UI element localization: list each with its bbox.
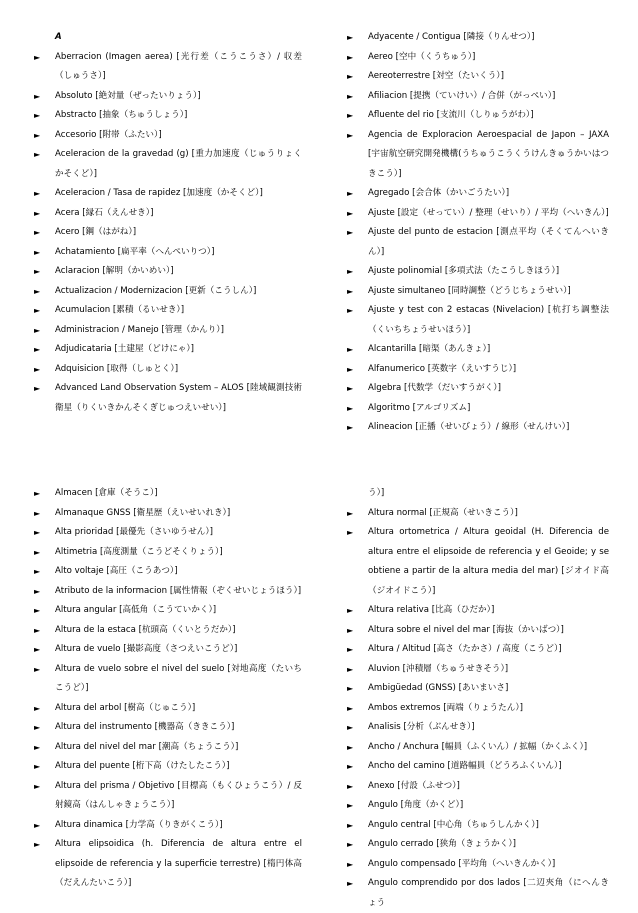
bullet-arrow-icon: ►	[347, 67, 353, 87]
glossary-entry-text: Ajuste [設定（せってい）/ 整理（せいり）/ 平均（へいきん）]	[368, 204, 609, 224]
bullet-arrow-icon: ►	[347, 48, 353, 68]
glossary-entry-text: Altura normal [正規高（せいきこう）]	[368, 504, 609, 524]
glossary-entry	[347, 282, 609, 302]
glossary-entry	[347, 504, 609, 524]
glossary-entry-text: Altura elipsoidica (h. Diferencia de altura entre el elipsoide de referencia y la superficie terrestre) [楕円体高（だえんたいこう）]	[55, 835, 302, 894]
glossary-entry-text: Atributo de la informacion [属性情報（ぞくせいじょうほう）]	[55, 582, 302, 602]
glossary-entry-text: Acera [縁石（えんせき）]	[55, 204, 302, 224]
bullet-arrow-icon: ►	[347, 282, 353, 302]
bullet-arrow-icon: ►	[34, 184, 40, 204]
glossary-entry	[347, 855, 609, 875]
glossary-entry-text: Agencia de Exploracion Aeroespacial de Japon – JAXA [宇宙航空研究開発機構(うちゅうこうくうけんきゅうかいはつきこう）]	[368, 126, 609, 185]
bullet-arrow-icon: ►	[347, 301, 353, 321]
glossary-entry-text: Acero [鋼（はがね）]	[55, 223, 302, 243]
glossary-entry-text: Aberracion (Imagen aerea) [光行差（こうこうさ）/ 収差（しゅうさ）]	[55, 48, 302, 87]
bullet-arrow-icon: ►	[34, 204, 40, 224]
glossary-entry-text: Angulo [角度（かくど）]	[368, 796, 609, 816]
glossary-entry-text: Ajuste y test con 2 estacas (Nivelacion) [杭打ち調整法（くいちちょうせいほう）]	[368, 301, 609, 340]
glossary-entry-text: Ambigüedad (GNSS) [あいまいさ]	[368, 679, 609, 699]
glossary-entry	[347, 301, 609, 340]
top-right-list	[347, 28, 609, 438]
bullet-arrow-icon: ►	[347, 738, 353, 758]
glossary-entry	[34, 738, 302, 758]
glossary-entry-text: Ajuste polinomial [多項式法（たこうしきほう）]	[368, 262, 609, 282]
bullet-arrow-icon: ►	[34, 360, 40, 380]
glossary-entry	[34, 777, 302, 816]
glossary-entry-text: Aereoterrestre [対空（たいくう）]	[368, 67, 609, 87]
bullet-arrow-icon: ►	[347, 204, 353, 224]
glossary-entry-text: Analisis [分析（ぶんせき）]	[368, 718, 609, 738]
glossary-entry-text: Altimetria [高度測量（こうどそくりょう）]	[55, 543, 302, 563]
glossary-entry-text: Anexo [付設（ふせつ）]	[368, 777, 609, 797]
glossary-entry-text: Almacen [倉庫（そうこ）]	[55, 484, 302, 504]
glossary-entry	[347, 87, 609, 107]
bullet-arrow-icon: ►	[347, 399, 353, 419]
glossary-entry	[34, 660, 302, 699]
bullet-arrow-icon: ►	[34, 523, 40, 543]
glossary-entry	[34, 321, 302, 341]
bullet-arrow-icon: ►	[34, 87, 40, 107]
glossary-entry	[347, 340, 609, 360]
glossary-entry	[347, 360, 609, 380]
glossary-entry	[34, 223, 302, 243]
glossary-entry-text: Alta prioridad [最優先（さいゆうせん）]	[55, 523, 302, 543]
glossary-entry	[34, 835, 302, 894]
glossary-entry	[34, 282, 302, 302]
glossary-entry	[34, 126, 302, 146]
bullet-arrow-icon: ►	[34, 835, 40, 855]
glossary-entry	[34, 301, 302, 321]
bullet-arrow-icon: ►	[34, 640, 40, 660]
glossary-entry-text: Altura sobre el nivel del mar [海抜（かいばつ）]	[368, 621, 609, 641]
glossary-entry-text: Ancho del camino [道路幅員（どうろふくいん）]	[368, 757, 609, 777]
bullet-arrow-icon: ►	[347, 523, 353, 543]
bullet-arrow-icon: ►	[34, 699, 40, 719]
bullet-arrow-icon: ►	[34, 816, 40, 836]
glossary-entry-text: Angulo compensado [平均角（へいきんかく）]	[368, 855, 609, 875]
glossary-entry	[347, 523, 609, 601]
glossary-entry-text: Achatamiento [扁平率（へんぺいりつ）]	[55, 243, 302, 263]
glossary-entry	[347, 699, 609, 719]
glossary-entry	[34, 699, 302, 719]
bullet-arrow-icon: ►	[347, 640, 353, 660]
top-left-list	[34, 48, 302, 419]
glossary-entry-text: Alcantarilla [暗渠（あんきょ）]	[368, 340, 609, 360]
glossary-entry-text: Accesorio [附帯（ふたい）]	[55, 126, 302, 146]
bullet-arrow-icon: ►	[34, 340, 40, 360]
glossary-entry	[34, 484, 302, 504]
bullet-arrow-icon: ►	[34, 582, 40, 602]
section-letter: A	[34, 28, 302, 48]
glossary-entry	[34, 816, 302, 836]
glossary-entry	[347, 777, 609, 797]
bullet-arrow-icon: ►	[34, 145, 40, 165]
bullet-arrow-icon: ►	[347, 340, 353, 360]
glossary-entry	[34, 504, 302, 524]
glossary-entry	[34, 621, 302, 641]
glossary-entry	[347, 601, 609, 621]
glossary-entry	[34, 184, 302, 204]
bullet-arrow-icon: ►	[34, 223, 40, 243]
glossary-entry-text: Angulo central [中心角（ちゅうしんかく）]	[368, 816, 609, 836]
glossary-entry	[347, 399, 609, 419]
bullet-arrow-icon: ►	[34, 379, 40, 399]
bullet-arrow-icon: ►	[34, 282, 40, 302]
bullet-arrow-icon: ►	[34, 660, 40, 680]
glossary-entry-text: Altura de vuelo sobre el nivel del suelo [対地高度（たいちこうど）]	[55, 660, 302, 699]
bullet-arrow-icon: ►	[34, 562, 40, 582]
glossary-entry-text: Advanced Land Observation System – ALOS [陸域観測技術衛星（りくいきかんそくぎじゅつえいせい）]	[55, 379, 302, 418]
glossary-entry	[34, 48, 302, 87]
glossary-entry-text: Algoritmo [アルゴリズム]	[368, 399, 609, 419]
bullet-arrow-icon: ►	[34, 757, 40, 777]
bullet-arrow-icon: ►	[34, 106, 40, 126]
glossary-entry	[347, 48, 609, 68]
glossary-entry	[347, 640, 609, 660]
glossary-entry	[347, 835, 609, 855]
bullet-arrow-icon: ►	[347, 796, 353, 816]
glossary-entry	[34, 340, 302, 360]
bullet-arrow-icon: ►	[347, 184, 353, 204]
glossary-entry-text: Altura de vuelo [撮影高度（さつえいこうど）]	[55, 640, 302, 660]
bullet-arrow-icon: ►	[34, 262, 40, 282]
bullet-arrow-icon: ►	[34, 621, 40, 641]
bullet-arrow-icon: ►	[347, 601, 353, 621]
bullet-arrow-icon: ►	[347, 28, 353, 48]
bullet-arrow-icon: ►	[347, 718, 353, 738]
bullet-arrow-icon: ►	[347, 835, 353, 855]
glossary-entry	[347, 816, 609, 836]
glossary-entry	[347, 67, 609, 87]
glossary-entry-text: Altura del puente [桁下高（けたしたこう）]	[55, 757, 302, 777]
bullet-arrow-icon: ►	[347, 87, 353, 107]
glossary-entry-text: Absoluto [絶対量（ぜったいりょう）]	[55, 87, 302, 107]
bullet-arrow-icon: ►	[347, 699, 353, 719]
glossary-entry	[34, 360, 302, 380]
glossary-entry-text: Afiliacion [提携（ていけい）/ 合併（がっぺい）]	[368, 87, 609, 107]
glossary-entry	[34, 379, 302, 418]
glossary-entry-text: Altura relativa [比高（ひだか）]	[368, 601, 609, 621]
top-left-column	[34, 28, 302, 418]
bullet-arrow-icon: ►	[34, 543, 40, 563]
bullet-arrow-icon: ►	[34, 321, 40, 341]
glossary-entry	[347, 757, 609, 777]
glossary-entry	[347, 184, 609, 204]
glossary-entry	[347, 874, 609, 913]
bullet-arrow-icon: ►	[34, 601, 40, 621]
glossary-entry	[34, 582, 302, 602]
glossary-entry-text: Abstracto [抽象（ちゅうしょう）]	[55, 106, 302, 126]
glossary-entry	[347, 106, 609, 126]
glossary-entry	[347, 262, 609, 282]
bullet-arrow-icon: ►	[34, 777, 40, 797]
glossary-entry	[34, 640, 302, 660]
glossary-entry-text: Administracion / Manejo [管理（かんり）]	[55, 321, 302, 341]
glossary-entry-text: Altura ortometrica / Altura geoidal (H. Diferencia de altura entre el elipsoide de referencia y el Geoide; y se obtiene a partir de la altura media del mar) [ジオイド高（ジオイドこう）]	[368, 523, 609, 601]
bullet-arrow-icon: ►	[347, 106, 353, 126]
glossary-entry	[34, 601, 302, 621]
bullet-arrow-icon: ►	[34, 718, 40, 738]
glossary-entry	[347, 738, 609, 758]
bullet-arrow-icon: ►	[34, 504, 40, 524]
glossary-entry-text: Alfanumerico [英数字（えいすうじ）]	[368, 360, 609, 380]
glossary-entry	[34, 145, 302, 184]
glossary-entry	[34, 262, 302, 282]
glossary-entry-text: Adyacente / Contigua [隣接（りんせつ）]	[368, 28, 609, 48]
glossary-entry-text: Acumulacion [累積（るいせき）]	[55, 301, 302, 321]
glossary-entry-text: Ancho / Anchura [幅員（ふくいん）/ 拡幅（かくふく）]	[368, 738, 609, 758]
bullet-arrow-icon: ►	[347, 777, 353, 797]
glossary-entry-text: Altura del instrumento [機器高（ききこう）]	[55, 718, 302, 738]
bullet-arrow-icon: ►	[347, 874, 353, 894]
bullet-arrow-icon: ►	[34, 484, 40, 504]
glossary-entry-text: Ambos extremos [両端（りょうたん）]	[368, 699, 609, 719]
glossary-entry	[347, 660, 609, 680]
glossary-entry-text: Alto voltaje [高圧（こうあつ）]	[55, 562, 302, 582]
glossary-entry	[347, 418, 609, 438]
glossary-entry-text: Agregado [会合体（かいごうたい）]	[368, 184, 609, 204]
glossary-entry	[34, 543, 302, 563]
glossary-entry	[347, 796, 609, 816]
bottom-left-column	[34, 484, 302, 894]
bullet-arrow-icon: ►	[347, 504, 353, 524]
glossary-entry-text: Altura angular [高低角（こうていかく）]	[55, 601, 302, 621]
bottom-right-column	[347, 484, 609, 913]
bullet-arrow-icon: ►	[347, 126, 353, 146]
bullet-arrow-icon: ►	[34, 738, 40, 758]
glossary-entry-text: Angulo cerrado [狭角（きょうかく）]	[368, 835, 609, 855]
glossary-entry-text: Aclaracion [解明（かいめい）]	[55, 262, 302, 282]
glossary-entry	[34, 523, 302, 543]
glossary-entry-text: Alineacion [正播（せいびょう）/ 線形（せんけい）]	[368, 418, 609, 438]
glossary-entry-text: Aluvion [沖積層（ちゅうせきそう）]	[368, 660, 609, 680]
bullet-arrow-icon: ►	[34, 243, 40, 263]
glossary-entry-text: Altura del arbol [樹高（じゅこう）]	[55, 699, 302, 719]
continuation-text-label: う）]	[368, 484, 609, 504]
glossary-entry-text: Altura del nivel del mar [潮高（ちょうこう）]	[55, 738, 302, 758]
glossary-entry	[34, 106, 302, 126]
glossary-entry-text: Aceleracion / Tasa de rapidez [加速度（かそくど）]	[55, 184, 302, 204]
bullet-arrow-icon: ►	[347, 418, 353, 438]
glossary-entry	[347, 204, 609, 224]
glossary-entry-text: Altura de la estaca [杭頭高（くいとうだか）]	[55, 621, 302, 641]
glossary-entry	[34, 204, 302, 224]
bullet-arrow-icon: ►	[34, 48, 40, 68]
bullet-arrow-icon: ►	[34, 126, 40, 146]
top-right-column	[347, 28, 609, 438]
glossary-entry-text: Aceleracion de la gravedad (g) [重力加速度（じゅうりょくかそくど）]	[55, 145, 302, 184]
glossary-entry	[34, 562, 302, 582]
bottom-left-list	[34, 484, 302, 894]
glossary-entry-text: Actualizacion / Modernizacion [更新（こうしん）]	[55, 282, 302, 302]
glossary-entry	[34, 718, 302, 738]
glossary-entry	[347, 718, 609, 738]
bullet-arrow-icon: ►	[347, 379, 353, 399]
glossary-entry-text: Algebra [代数学（だいすうがく）]	[368, 379, 609, 399]
glossary-entry	[347, 223, 609, 262]
continuation-text	[347, 484, 609, 504]
glossary-entry-text: Altura / Altitud [高さ（たかさ）/ 高度（こうど）]	[368, 640, 609, 660]
bullet-arrow-icon: ►	[347, 262, 353, 282]
glossary-entry-text: Aereo [空中（くうちゅう）]	[368, 48, 609, 68]
glossary-entry-text: Angulo comprendido por dos lados [二辺夾角（にへんきょう	[368, 874, 609, 913]
glossary-entry-text: Adjudicataria [土建屋（どけにゃ）]	[55, 340, 302, 360]
glossary-entry	[34, 243, 302, 263]
bullet-arrow-icon: ►	[347, 360, 353, 380]
glossary-entry	[347, 379, 609, 399]
glossary-entry	[347, 621, 609, 641]
bottom-right-list	[347, 504, 609, 913]
glossary-entry-text: Almanaque GNSS [衛星歴（えいせいれき）]	[55, 504, 302, 524]
bullet-arrow-icon: ►	[347, 660, 353, 680]
glossary-entry	[347, 126, 609, 185]
bullet-arrow-icon: ►	[347, 757, 353, 777]
glossary-entry-text: Altura del prisma / Objetivo [目標高（もくひょうこう）/ 反射鏡高（はんしゃきょうこう）]	[55, 777, 302, 816]
glossary-entry	[34, 87, 302, 107]
bullet-arrow-icon: ►	[347, 679, 353, 699]
glossary-entry-text: Adquisicion [取得（しゅとく）]	[55, 360, 302, 380]
glossary-entry-text: Ajuste del punto de estacion [測点平均（そくてんへいきん）]	[368, 223, 609, 262]
glossary-entry-text: Ajuste simultaneo [同時調整（どうじちょうせい）]	[368, 282, 609, 302]
bullet-arrow-icon: ►	[34, 301, 40, 321]
bullet-arrow-icon: ►	[347, 223, 353, 243]
glossary-entry-text: Altura dinamica [力学高（りきがくこう）]	[55, 816, 302, 836]
bullet-arrow-icon: ►	[347, 855, 353, 875]
bullet-arrow-icon: ►	[347, 621, 353, 641]
glossary-entry	[34, 757, 302, 777]
glossary-entry-text: Afluente del rio [支流川（しりゅうがわ）]	[368, 106, 609, 126]
glossary-entry	[347, 28, 609, 48]
bullet-arrow-icon: ►	[347, 816, 353, 836]
glossary-entry	[347, 679, 609, 699]
